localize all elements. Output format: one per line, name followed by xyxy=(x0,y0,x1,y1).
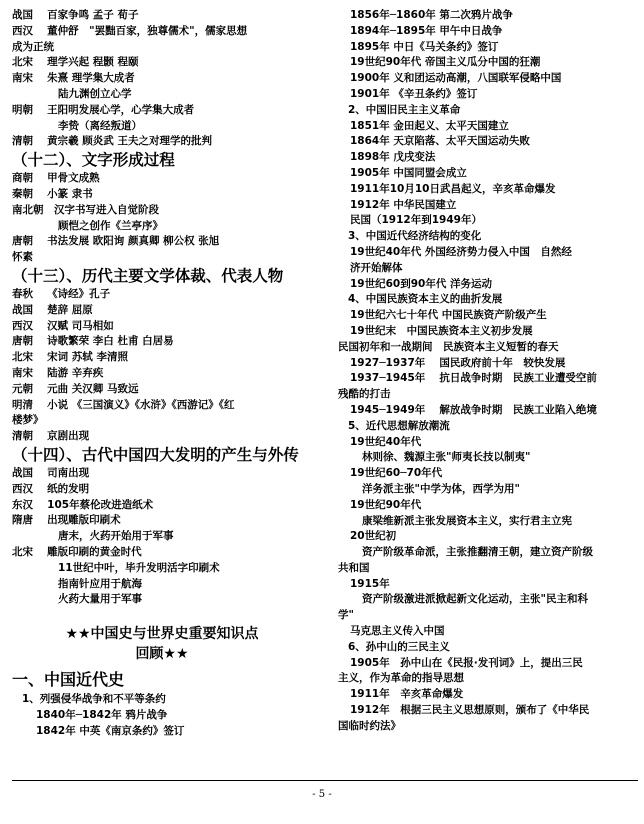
text-line: 北宋 理学兴起 程颢 程颐 xyxy=(12,56,139,69)
text-line: 民国初年和一战期间 民族资本主义短暂的春天 xyxy=(338,340,559,353)
text-line: 1937─1945年 抗日战争时期 民族工业遭受空前 xyxy=(350,372,597,385)
right-column xyxy=(338,8,638,735)
text-line: 1911年 辛亥革命爆发 xyxy=(350,688,464,701)
page-number: - 5 - xyxy=(312,789,332,800)
text-line: 主义，作为革命的指导思想 xyxy=(338,672,464,685)
text-line: 1912年 中华民国建立 xyxy=(350,198,457,211)
text-line: 1900年 义和团运动高潮，八国联军侵略中国 xyxy=(350,72,562,85)
subsection-heading: 3、中国近代经济结构的变化 xyxy=(348,230,482,243)
text-line: 西汉 纸的发明 xyxy=(12,482,90,495)
text-line: 20世纪初 xyxy=(350,530,397,543)
text-line: 北宋 宋词 苏轼 李清照 xyxy=(12,351,128,364)
text-line: 1927─1937年 国民政府前十年 较快发展 xyxy=(350,356,566,369)
part-heading: 一、中国近代史 xyxy=(12,670,125,690)
text-line: 顾恺之创作《兰亭序》 xyxy=(58,219,163,232)
text-line: 唐朝 诗歌繁荣 李白 杜甫 白居易 xyxy=(12,335,174,348)
text-line: 战国 楚辞 屈原 xyxy=(12,303,93,316)
review-heading xyxy=(12,624,312,664)
subsection-heading: 2、中国旧民主主义革命 xyxy=(348,103,461,116)
text-line: 火药大量用于军事 xyxy=(58,593,142,606)
text-line: 李贽（离经叛道） xyxy=(58,119,142,132)
subsection-heading: 1、列强侵华战争和不平等条约 xyxy=(22,693,166,706)
subsection-heading: 5、近代思想解放潮流 xyxy=(348,419,450,432)
text-line: 唐末，火药开始用于军事 xyxy=(58,530,174,543)
text-line: 19世纪90年代 xyxy=(350,498,422,511)
text-line: 南北朝 汉字书写进入自觉阶段 xyxy=(12,203,159,216)
text-line: 19世纪末 中国民族资本主义初步发展 xyxy=(350,324,533,337)
text-line: 战国 司南出现 xyxy=(12,466,90,479)
text-line: 1915年 xyxy=(350,577,390,590)
text-line: 1864年 天京陷落、太平天国运动失败 xyxy=(350,135,530,148)
text-line: 19世纪40年代 xyxy=(350,435,422,448)
text-line: 19世纪六七十年代 中国民族资产阶级产生 xyxy=(350,309,547,322)
text-line: 1856年─1860年 第二次鸦片战争 xyxy=(350,9,513,21)
left-column xyxy=(12,8,312,739)
text-line: 学" xyxy=(338,609,354,622)
text-line: 马克思主义传入中国 xyxy=(350,625,445,638)
text-line: 1842年 中英《南京条约》签订 xyxy=(36,724,185,737)
text-line: 战国 百家争鸣 孟子 荀子 xyxy=(12,9,139,21)
text-line: 19世纪60到90年代 洋务运动 xyxy=(350,277,492,290)
review-heading-line-2: 回顾★★ xyxy=(135,646,189,663)
text-line: 1901年 《辛丑条约》签订 xyxy=(350,87,478,100)
text-line: 明朝 王阳明发展心学，心学集大成者 xyxy=(12,103,195,116)
text-line: 1905年 中国同盟会成立 xyxy=(350,166,467,179)
subsection-heading: 4、中国民族资本主义的曲折发展 xyxy=(348,293,503,306)
section-heading-13: （十三）、历代主要文学体裁、代表人物 xyxy=(12,266,284,285)
text-line: 19世纪60─70年代 xyxy=(350,467,443,480)
text-line: 陆九渊创立心学 xyxy=(58,87,132,100)
text-line: 唐朝 书法发展 欧阳询 颜真卿 柳公权 张旭 xyxy=(12,235,220,248)
text-line: 怀素 xyxy=(12,251,33,264)
text-line: 1840年─1842年 鸦片战争 xyxy=(36,708,168,721)
text-line: 春秋 《诗经》孔子 xyxy=(12,287,111,300)
text-line: 西汉 汉赋 司马相如 xyxy=(12,319,114,332)
text-line: 东汉 105年蔡伦改进造纸术 xyxy=(12,498,154,511)
text-line: 1945─1949年 解放战争时期 民族工业陷入绝境 xyxy=(350,403,597,416)
text-line: 隋唐 出现雕版印刷术 xyxy=(12,514,121,527)
text-line: 1912年 根据三民主义思想原则，颁布了《中华民 xyxy=(350,704,590,717)
footer-divider xyxy=(12,780,638,781)
text-line: 楼梦》 xyxy=(12,414,44,427)
text-line: 清朝 黄宗羲 顾炎武 王夫之对理学的批判 xyxy=(12,135,212,148)
text-line: 国临时约法》 xyxy=(338,719,401,732)
text-line: 民国（1912年到1949年） xyxy=(350,214,482,227)
text-line: 指南针应用于航海 xyxy=(58,577,142,590)
text-line: 1898年 戊戌变法 xyxy=(350,151,436,164)
text-line: 资产阶级革命派，主张推翻清王朝，建立资产阶级 xyxy=(362,546,593,559)
section-heading-12: （十二）、文字形成过程 xyxy=(12,151,175,170)
text-line: 商朝 甲骨文成熟 xyxy=(12,172,100,185)
text-line: 北宋 雕版印刷的黄金时代 xyxy=(12,545,142,558)
text-line: 西汉 董仲舒 "罢黜百家，独尊儒术"，儒家思想 xyxy=(12,24,248,37)
text-line: 济开始解体 xyxy=(350,261,403,274)
review-heading-line-1: ★★中国史与世界史重要知识点 xyxy=(65,626,259,643)
text-line: 明清 小说 《三国演义》《水浒》《西游记》《红 xyxy=(12,398,235,411)
text-line: 清朝 京剧出现 xyxy=(12,430,90,443)
text-line: 1895年 中日《马关条约》签订 xyxy=(350,40,499,53)
text-line: 残酷的打击 xyxy=(338,388,391,401)
text-line: 洋务派主张"中学为体，西学为用" xyxy=(362,482,520,495)
text-line: 康梁维新派主张发展资本主义，实行君主立宪 xyxy=(362,514,572,527)
text-line: 林则徐、魏源主张"师夷长技以制夷" xyxy=(362,451,531,464)
text-line: 成为正统 xyxy=(12,40,54,53)
text-line: 1905年 孙中山在《民报·发刊词》上，提出三民 xyxy=(350,656,583,669)
text-line: 1894年─1895年 甲午中日战争 xyxy=(350,24,503,37)
text-line: 南宋 陆游 辛弃疾 xyxy=(12,366,104,379)
text-line: 南宋 朱熹 理学集大成者 xyxy=(12,72,135,85)
text-line: 资产阶级激进派掀起新文化运动，主张"民主和科 xyxy=(362,593,588,606)
subsection-heading: 6、孙中山的三民主义 xyxy=(348,640,450,653)
text-line: 秦朝 小篆 隶书 xyxy=(12,187,93,200)
text-line: 1851年 金田起义、太平天国建立 xyxy=(350,119,509,132)
section-heading-14: （十四）、古代中国四大发明的产生与外传 xyxy=(12,445,299,464)
text-line: 19世纪40年代 外国经济势力侵入中国 自然经 xyxy=(350,245,572,258)
text-line: 1911年10月10日武昌起义，辛亥革命爆发 xyxy=(350,182,556,195)
text-line: 共和国 xyxy=(338,561,370,574)
text-line: 19世纪90年代 帝国主义瓜分中国的狂潮 xyxy=(350,56,541,69)
text-line: 元朝 元曲 关汉卿 马致远 xyxy=(12,382,139,395)
text-line: 11世纪中叶，毕升发明活字印刷术 xyxy=(58,561,220,574)
